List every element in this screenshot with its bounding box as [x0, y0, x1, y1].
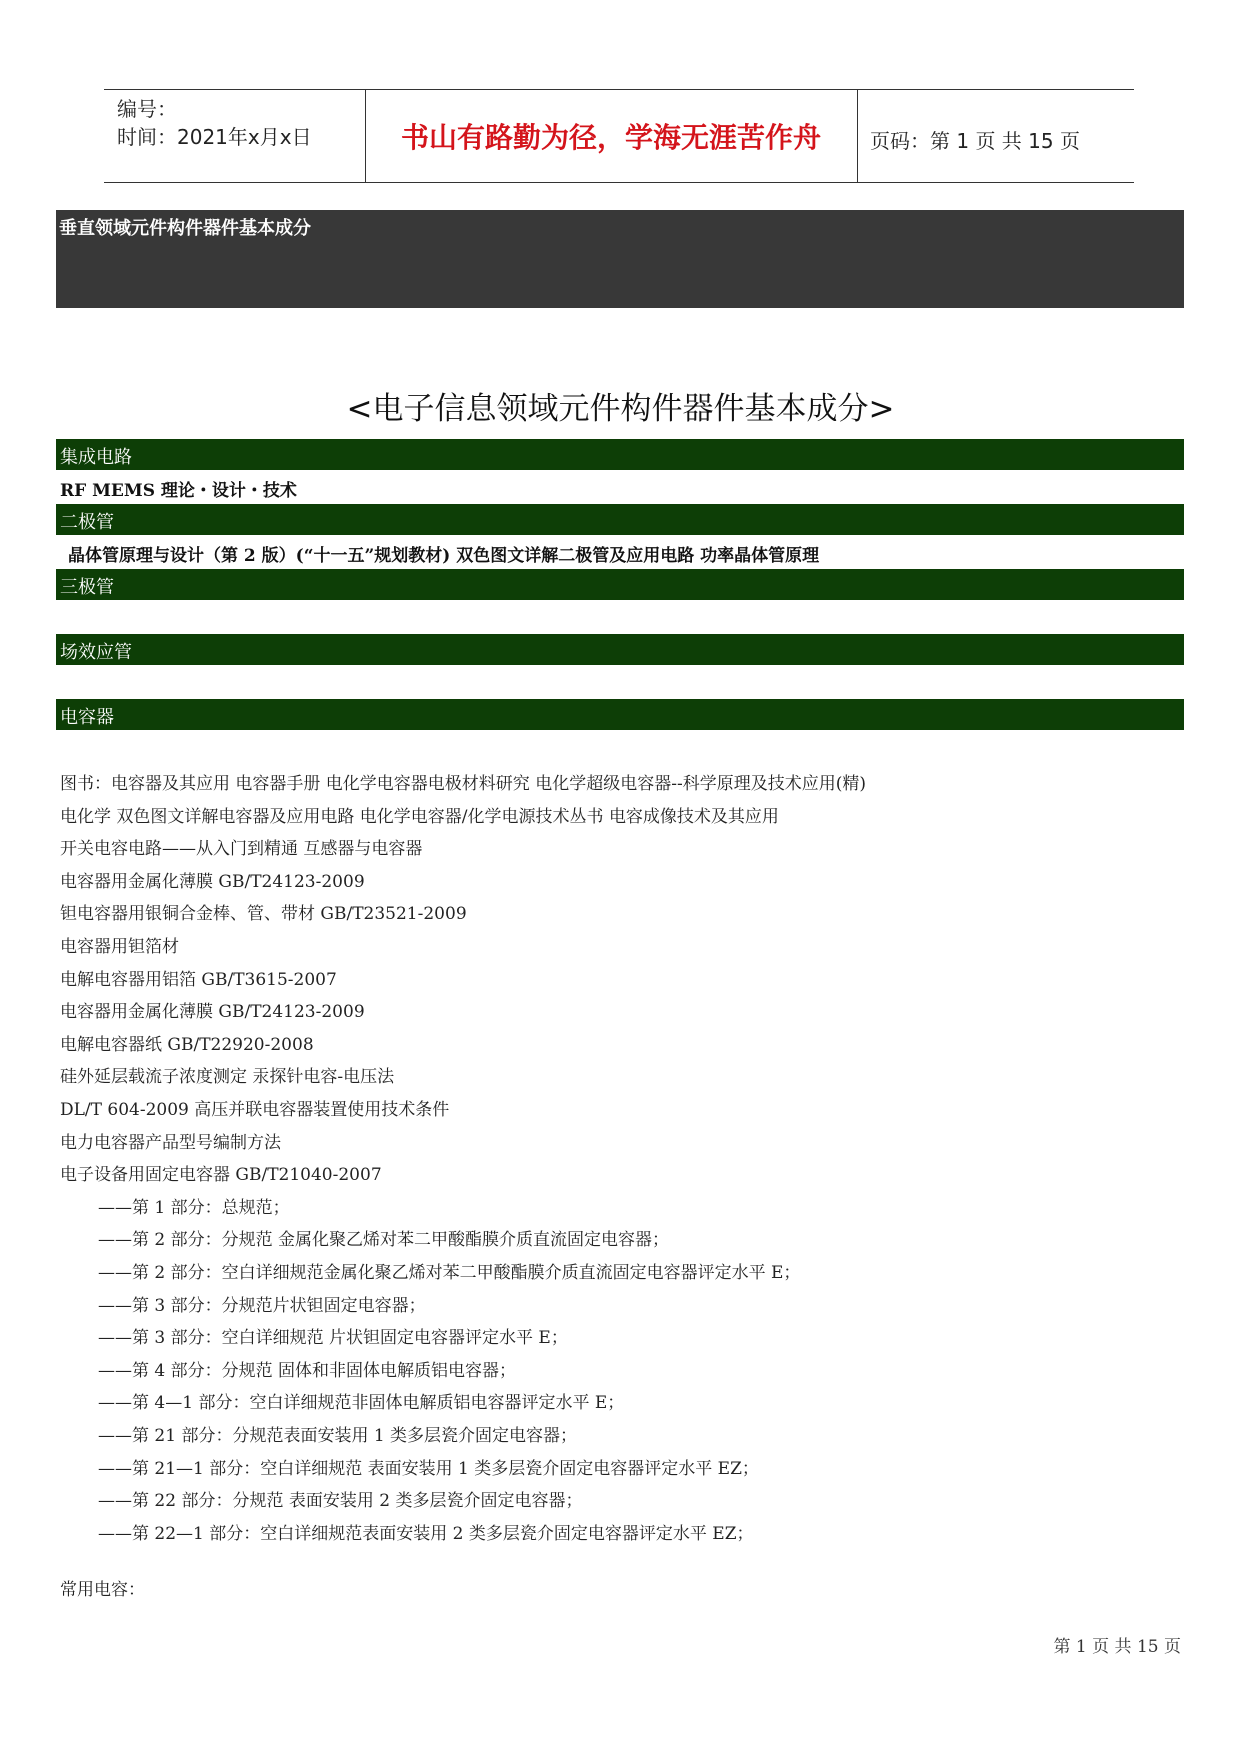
section-label-capacitor: 电容器: [60, 707, 114, 728]
section-bar-triode: [56, 569, 1184, 600]
capacitor-line: 电力电容器产品型号编制方法: [60, 1133, 281, 1153]
part-line: ——第 2 部分：分规范 金属化聚乙烯对苯二甲酸酯膜介质直流固定电容器；: [98, 1230, 670, 1250]
section-bar-capacitor: [56, 699, 1184, 730]
header-top-rule: [104, 89, 1134, 90]
part-line: ——第 21 部分：分规范表面安装用 1 类多层瓷介固定电容器；: [98, 1426, 578, 1446]
capacitor-line: 电容器用金属化薄膜 GB/T24123-2009: [60, 1002, 365, 1022]
capacitor-line: 电子设备用固定电容器 GB/T21040-2007: [60, 1165, 382, 1185]
part-line: ——第 3 部分：分规范片状钽固定电容器；: [98, 1296, 426, 1316]
page-footer: 第 1 页 共 15 页: [1053, 1637, 1181, 1657]
part-line: ——第 22 部分：分规范 表面安装用 2 类多层瓷介固定电容器；: [98, 1491, 583, 1511]
part-line: ——第 4—1 部分：空白详细规范非固体电解质铝电容器评定水平 E；: [98, 1393, 625, 1413]
header-bottom-rule: [104, 182, 1134, 183]
part-line: ——第 2 部分：空白详细规范金属化聚乙烯对苯二甲酸酯膜介质直流固定电容器评定水平 E；: [98, 1263, 801, 1283]
capacitor-line: 电解电容器纸 GB/T22920-2008: [60, 1035, 314, 1055]
section-label-fet: 场效应管: [60, 642, 132, 663]
part-line: ——第 1 部分：总规范；: [98, 1198, 290, 1218]
capacitor-line: DL/T 604-2009 高压并联电容器装置使用技术条件: [60, 1100, 450, 1120]
motto: 书山有路勤为径，学海无涯苦作舟: [400, 121, 821, 154]
part-line: ——第 22—1 部分：空白详细规范表面安装用 2 类多层瓷介固定电容器评定水平 EZ；: [98, 1524, 754, 1544]
ic-content: RF MEMS 理论・设计・技术: [60, 481, 297, 501]
section-bar-ic: [56, 439, 1184, 470]
time-label: 时间：2021年x月x日: [117, 125, 312, 149]
capacitor-line: 电容器用金属化薄膜 GB/T24123-2009: [60, 872, 365, 892]
diode-content: 晶体管原理与设计（第 2 版）(“十一五”规划教材) 双色图文详解二极管及应用电路 功率晶体管原理: [68, 546, 820, 566]
capacitor-line: 电化学 双色图文详解电容器及应用电路 电化学电容器/化学电源技术丛书 电容成像技术及其应用: [60, 807, 779, 827]
capacitor-line: 电解电容器用铝箔 GB/T3615-2007: [60, 970, 337, 990]
page-title: <电子信息领域元件构件器件基本成分>: [346, 391, 895, 427]
capacitor-line: 图书：电容器及其应用 电容器手册 电化学电容器电极材料研究 电化学超级电容器--科学原理及技术应用(精): [60, 774, 866, 794]
part-line: ——第 3 部分：空白详细规范 片状钽固定电容器评定水平 E；: [98, 1328, 568, 1348]
header-divider-right: [857, 89, 858, 182]
capacitor-line: 电容器用钽箔材: [60, 937, 179, 957]
part-line: ——第 4 部分：分规范 固体和非固体电解质铝电容器；: [98, 1361, 517, 1381]
capacitor-line: 钽电容器用银铜合金棒、管、带材 GB/T23521-2009: [60, 904, 467, 924]
capacitor-line: 开关电容电路——从入门到精通 互感器与电容器: [60, 839, 423, 859]
section-label-ic: 集成电路: [60, 447, 132, 468]
section-bar-diode: [56, 504, 1184, 535]
section-bar-fet: [56, 634, 1184, 665]
part-line: ——第 21—1 部分：空白详细规范 表面安装用 1 类多层瓷介固定电容器评定水平 EZ；: [98, 1459, 759, 1479]
common-capacitor-label: 常用电容：: [60, 1580, 145, 1600]
number-label: 编号：: [117, 97, 177, 121]
section-label-triode: 三极管: [60, 577, 114, 598]
section-label-diode: 二极管: [60, 512, 114, 533]
capacitor-line: 硅外延层载流子浓度测定 汞探针电容-电压法: [60, 1067, 395, 1087]
page-info: 页码：第 1 页 共 15 页: [870, 129, 1080, 153]
banner-title: 垂直领域元件构件器件基本成分: [59, 218, 311, 239]
